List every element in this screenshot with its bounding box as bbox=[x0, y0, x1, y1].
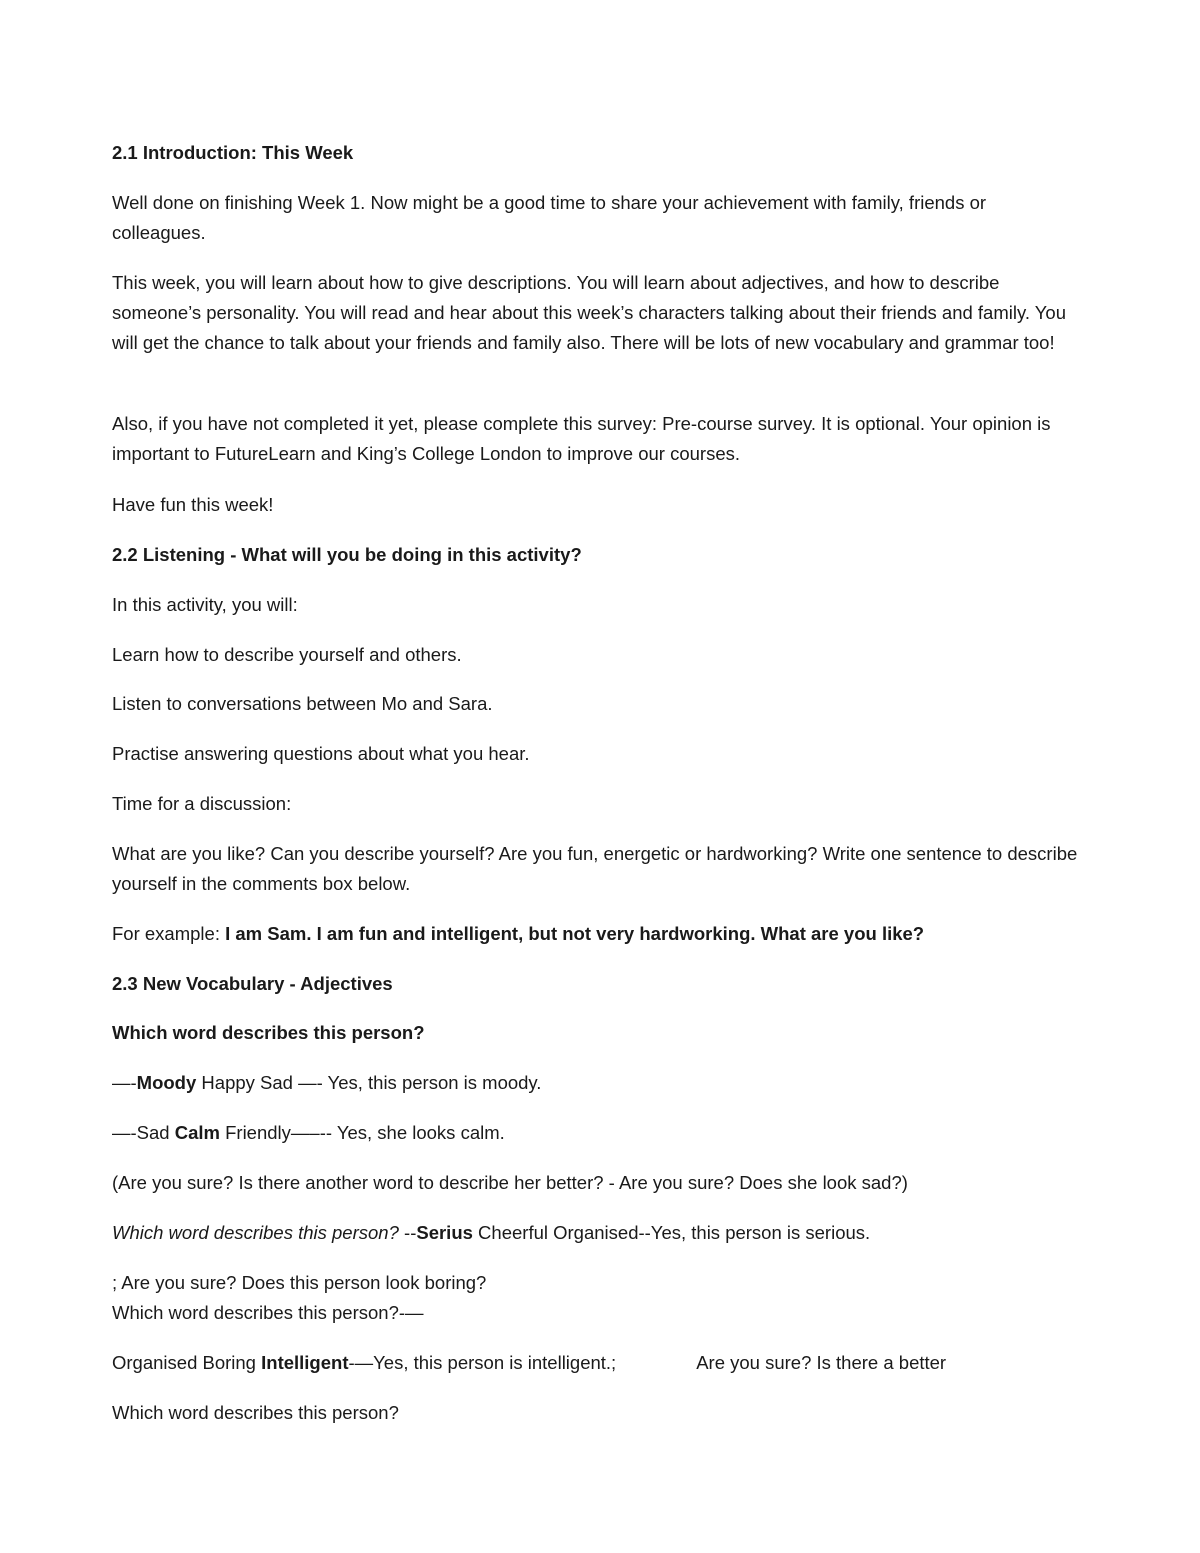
paragraph-have-fun: Have fun this week! bbox=[112, 494, 274, 515]
vocab-boring-question: ; Are you sure? Does this person look boring? bbox=[112, 1272, 487, 1293]
vocab-line-moody bbox=[112, 1068, 541, 1098]
vocab-answer-moody: Moody bbox=[136, 1072, 197, 1093]
vocab-final-question: Which word describes this person? bbox=[112, 1402, 399, 1423]
paragraph-survey: Also, if you have not completed it yet, please complete this survey: Pre-course survey. It is optional. Your opinion is important to FutureLearn and King’s College London to improve our courses. bbox=[112, 413, 1051, 464]
discussion-question: What are you like? Can you describe yourself? Are you fun, energetic or hardworking? Write one sentence to describe yourself in the comments box below. bbox=[112, 843, 1078, 894]
activity-item-listen: Listen to conversations between Mo and Sara. bbox=[112, 693, 493, 714]
vocab-answer-intelligent: Intelligent bbox=[261, 1352, 349, 1373]
discussion-label: Time for a discussion: bbox=[112, 793, 292, 814]
section-2-2-heading-title: What will you be doing in this activity? bbox=[241, 544, 582, 565]
vocab-line-intelligent-feedback: Are you sure? Is there a better bbox=[696, 1352, 947, 1373]
vocab-which-word-line: Which word describes this person?-— bbox=[112, 1302, 424, 1323]
vocab-line-intelligent-rest: -—Yes, this person is intelligent.; bbox=[348, 1352, 617, 1373]
section-2-3-heading: 2.3 New Vocabulary - Adjectives bbox=[112, 973, 393, 994]
vocab-line-calm bbox=[112, 1118, 505, 1148]
paragraph-week-1-done: Well done on finishing Week 1. Now might be a good time to share your achievement with family, friends or colleagues. bbox=[112, 192, 987, 243]
example-text: I am Sam. I am fun and intelligent, but not very hardworking. What are you like? bbox=[225, 923, 925, 944]
vocab-line-intelligent-start: Organised Boring bbox=[112, 1352, 262, 1373]
vocab-line-calm-rest: Friendly—–-- Yes, she looks calm. bbox=[219, 1122, 505, 1143]
example-line bbox=[112, 919, 924, 949]
section-2-2-heading-prefix: 2.2 Listening - bbox=[112, 544, 242, 565]
question-heading: Which word describes this person? bbox=[112, 1022, 425, 1043]
vocab-line-moody-rest: Happy Sad —- Yes, this person is moody. bbox=[196, 1072, 542, 1093]
vocab-line-serious bbox=[112, 1218, 870, 1248]
activity-item-describe: Learn how to describe yourself and others. bbox=[112, 644, 462, 665]
paragraph-this-week: This week, you will learn about how to give descriptions. You will learn about adjectives, and how to describe someone’s personality. You will read and hear about this week’s characters talking about their friends and family. You will get the chance to talk about your friends and family also. There will be lots of new vocabulary and grammar too! bbox=[112, 272, 1067, 353]
vocab-answer-calm: Calm bbox=[174, 1122, 220, 1143]
section-2-2-heading bbox=[112, 540, 582, 570]
vocab-line-serious-dash: -- bbox=[398, 1222, 417, 1243]
example-label: For example: bbox=[112, 923, 226, 944]
activity-item-practise: Practise answering questions about what you hear. bbox=[112, 743, 530, 764]
section-2-1-heading: 2.1 Introduction: This Week bbox=[112, 142, 354, 163]
vocab-answer-serius: Serius bbox=[416, 1222, 473, 1243]
vocab-feedback-line: (Are you sure? Is there another word to describe her better? - Are you sure? Does she look sad?) bbox=[112, 1172, 908, 1193]
vocab-line-serious-rest: Cheerful Organised--Yes, this person is serious. bbox=[472, 1222, 871, 1243]
vocab-line-intelligent bbox=[112, 1348, 946, 1378]
vocab-question-italic: Which word describes this person? bbox=[112, 1222, 399, 1243]
vocab-line-calm-start: —-Sad bbox=[112, 1122, 175, 1143]
vocab-line-moody-dash: —- bbox=[112, 1072, 137, 1093]
activity-intro: In this activity, you will: bbox=[112, 594, 298, 615]
